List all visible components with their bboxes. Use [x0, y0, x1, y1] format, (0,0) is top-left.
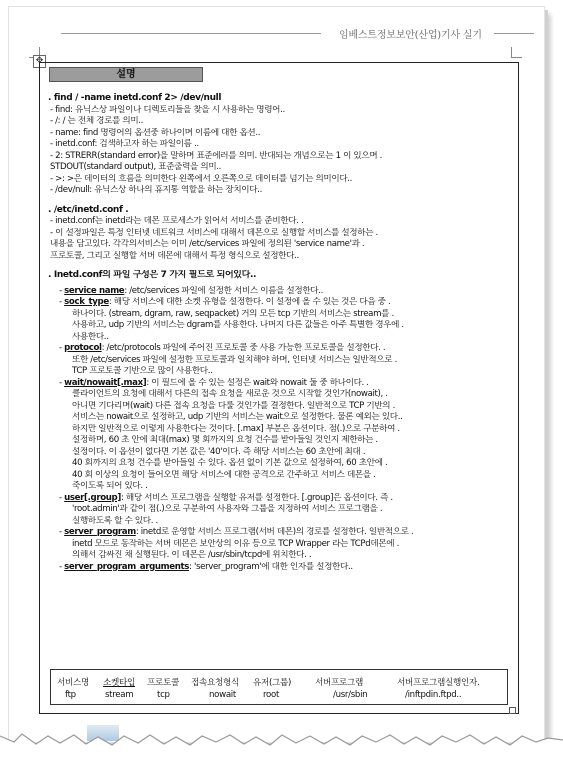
explanation-tab-label: 설명 [49, 67, 203, 82]
field-continuation-line [48, 355, 510, 367]
section-heading: . /etc/inetd.conf . [48, 204, 129, 215]
value-cell: nowait [209, 690, 236, 700]
bullet-dash: - [59, 527, 65, 537]
field-list [48, 286, 510, 574]
text-line: - inetd.conf: 검색하고자 하는 파일이름 .. [50, 139, 199, 149]
text-line: - /: / 는 전체 경로를 의미.. [50, 116, 144, 126]
field-key: user[.group] [64, 492, 121, 503]
field-continuation-line [48, 504, 510, 516]
field-continuation-line [48, 412, 510, 424]
value-cell: /usr/sbin [333, 690, 368, 700]
value-cell: /inftpdin.ftpd.. [405, 690, 462, 700]
field-text: : 'server_program'에 대한 인자를 설정한다.. [189, 561, 353, 572]
field-text: : /etc/protocols 파일에 주어진 프로토콜 중 사용 가능한 프로토콜을 설정한다. . [101, 343, 386, 353]
bullet-dash: - [59, 377, 65, 388]
field-text: 사용한다.. [72, 331, 109, 342]
field-key: sock_type [64, 297, 109, 307]
field-text: 설정이다. 이 옵션이 없다면 기본 값은 '40'이다. 즉 해당 서비스는 60 초안에 최대 . [72, 446, 366, 457]
field-key: server_program [64, 527, 136, 537]
text-line: - find: 유닉스상 파일이나 디렉토리들을 찾을 시 사용하는 명령어.. [50, 104, 285, 115]
example-header-row [51, 676, 507, 688]
field-key: wait/nowait[.max] [64, 377, 147, 388]
header-cell: 접속요청형식 [191, 678, 240, 688]
table-move-handle-icon[interactable]: ✥ [33, 55, 46, 68]
field-text: 하나이다. (stream, dgram, raw, seqpacket) 거의 모든 tcp 기반의 서비스는 stream를 . [72, 308, 394, 319]
field-line [48, 562, 510, 574]
text-line: 프로토콜, 그리고 실행할 서버 데몬에 대해서 특정 형식으로 설정한다.. [50, 250, 299, 261]
example-value-row [51, 690, 507, 702]
header-cell: 소켓타입 [103, 678, 136, 688]
field-text: 40 회까지의 요청 건수를 받아들일 수 있다. 옵션 없이 기본 값으로 설정하여, 60 초안에 . [72, 458, 388, 468]
text-line: - inetd.conf는 inetd라는 데몬 프로세스가 읽어서 서비스를 준비한다. . [50, 216, 304, 226]
field-line [48, 493, 510, 505]
field-text: 서비스는 nowait으로 설정하고, udp 기반의 서비스는 wait으로 설정한다. 물론 예외는 있다.. [72, 412, 403, 422]
field-continuation-line [48, 389, 510, 401]
value-cell: stream [105, 690, 134, 700]
explanation-content [48, 93, 510, 573]
text-line: - name: find 명령어의 옵션중 하나이며 이름에 대한 옵션.. [50, 127, 261, 138]
field-continuation-line [48, 401, 510, 413]
field-line [48, 297, 510, 309]
field-continuation-line [48, 309, 510, 321]
field-line [48, 527, 510, 539]
section-heading: . Inetd.conf의 파일 구성은 7 가지 필드로 되어있다.. [48, 270, 257, 280]
text-line: 내용을 담고있다. 각각의서비스는 이미 /etc/services 파일에 정의된 'service name'과 . [50, 239, 365, 249]
field-text: 또한 /etc/services 파일에 설정한 프로토콜과 일치해야 하며, 인터넷 서비스는 일반적으로 . [72, 354, 397, 365]
header-rule [61, 33, 321, 34]
value-cell: root [263, 690, 280, 700]
field-text: 클라이언트의 요청에 대해서 다른의 접속 요청을 새로운 것으로 시작할 것인가(nowait), . [72, 389, 388, 399]
bullet-dash: - [59, 561, 65, 572]
field-text: 하지만 일반적으로 이렇게 사용한다는 것이다. [.max] 부분은 옵션이다. 점(.)으로 구분하여 . [72, 423, 400, 434]
bullet-dash: - [59, 492, 65, 503]
field-line [48, 343, 510, 355]
field-continuation-line [48, 458, 510, 470]
field-text: TCP 프로토콜 기반으로 많이 사용한다.. [72, 366, 213, 376]
field-continuation-line [48, 435, 510, 447]
explanation-table [39, 62, 519, 714]
crop-mark-top-right [511, 47, 522, 58]
header-cell: 서버프로그램실행인자. [397, 678, 480, 688]
field-continuation-line [48, 320, 510, 332]
field-line [48, 286, 510, 298]
text-line: - /dev/null: 유닉스상 하나의 휴지통 역할을 하는 장치이다.. [50, 185, 262, 195]
field-text: 죽이도록 되어 있다. . [72, 481, 148, 491]
text-line: - 2: STRERR(standard error)을 말하며 표준에러를 의미. 반대되는 개념으로는 1 이 있으며 . [50, 150, 383, 161]
field-continuation-line [48, 550, 510, 562]
header-cell: 프로토콜 [147, 678, 180, 688]
field-text: 의해서 감싸진 채 실행된다. 이 데몬은 /usr/sbin/tcpd에 위치한다. . [72, 550, 312, 560]
section-heading: . find / -name inetd.conf 2> /dev/null [48, 93, 222, 103]
field-continuation-line [48, 481, 510, 493]
header-cell: 서비스명 [57, 678, 90, 688]
header-cell: 유저(그룹) [253, 678, 292, 688]
field-continuation-line [48, 424, 510, 436]
field-text: : inetd로 운영할 서비스 프로그램(서버 데몬)의 경로를 설정한다. 일반적으로 . [135, 527, 414, 537]
field-continuation-line [48, 332, 510, 344]
field-continuation-line [48, 539, 510, 551]
field-text: inetd 모드로 동작하는 서버 데몬은 보안상의 이유 등으로 TCP Wrapper 라는 TCPd데몬에 . [72, 538, 399, 549]
header-cell: 서버프로그램 [315, 678, 364, 688]
field-text: : /etc/services 파일에 설정한 서비스 이름을 설정한다.. [124, 285, 324, 296]
header-rule-right [494, 33, 534, 34]
text-line: - 이 설정파일은 특정 인터넷 네트워크 서비스에 대해서 데몬으로 실행할 서비스를 설정하는 . [50, 227, 378, 238]
field-text: 사용하고, udp 기반의 서비스는 dgram를 사용한다. 나머지 다른 값들은 아주 특별한 경우에 . [72, 320, 404, 330]
field-text: : 해당 서비스에 대한 소켓 유형을 설정한다. 이 설정에 올 수 있는 것은 다음 중 . [108, 297, 391, 307]
field-text: : 이 필드에 올 수 있는 설정은 wait와 nowait 둘 중 하나이다. . [146, 377, 369, 388]
bullet-dash: - [59, 285, 65, 296]
field-key: protocol [64, 343, 102, 353]
field-key: service name [64, 285, 125, 296]
value-cell: ftp [65, 690, 76, 700]
field-continuation-line [48, 366, 510, 378]
value-cell: tcp [157, 690, 170, 700]
torn-page-edge [0, 728, 563, 770]
field-text: 'root.admin'과 같이 점(.)으로 구분하여 사용자와 그룹을 지정하여 서비스 프로그램을 . [72, 504, 383, 514]
text-line: - >: >은 데이터의 흐름을 의미한다 왼쪽에서 오른쪽으로 데이터를 넘기는 의미이다.. [50, 173, 353, 184]
bullet-dash: - [59, 343, 65, 353]
inetd-example-table [50, 669, 508, 705]
text-line: STDOUT(standard output), 표준출력을 의미.. [50, 162, 222, 172]
document-page [8, 6, 545, 743]
page-header-title: 임베스트정보보안(산업)기사 실기 [339, 30, 482, 41]
field-text: 40 회 이상의 요청이 들어오면 해당 서비스에 대한 공격으로 간주하고 서비스 데몬을 . [72, 469, 376, 480]
field-line [48, 378, 510, 390]
field-continuation-line [48, 470, 510, 482]
field-text: : 해당 서비스 프로그램을 실행할 유저를 설정한다. [.group]은 옵션이다. 즉 . [120, 492, 393, 503]
field-text: 설정하며, 60 초 안에 최대(max) 몇 회까지의 요청 건수를 받아들일 것인지 제한하는 . [72, 435, 378, 445]
field-text: 아니면 기다리며(wait) 다른 접속 요청을 다룰 것인가를 결정한다. 일반적으로 TCP 기반의 . [72, 400, 395, 411]
resize-handle[interactable] [509, 707, 516, 714]
field-continuation-line [48, 447, 510, 459]
field-key: server_program_arguments [64, 561, 190, 572]
field-continuation-line [48, 516, 510, 528]
field-text: 실행하도록 할 수 있다. . [72, 515, 158, 526]
bullet-dash: - [59, 297, 65, 307]
